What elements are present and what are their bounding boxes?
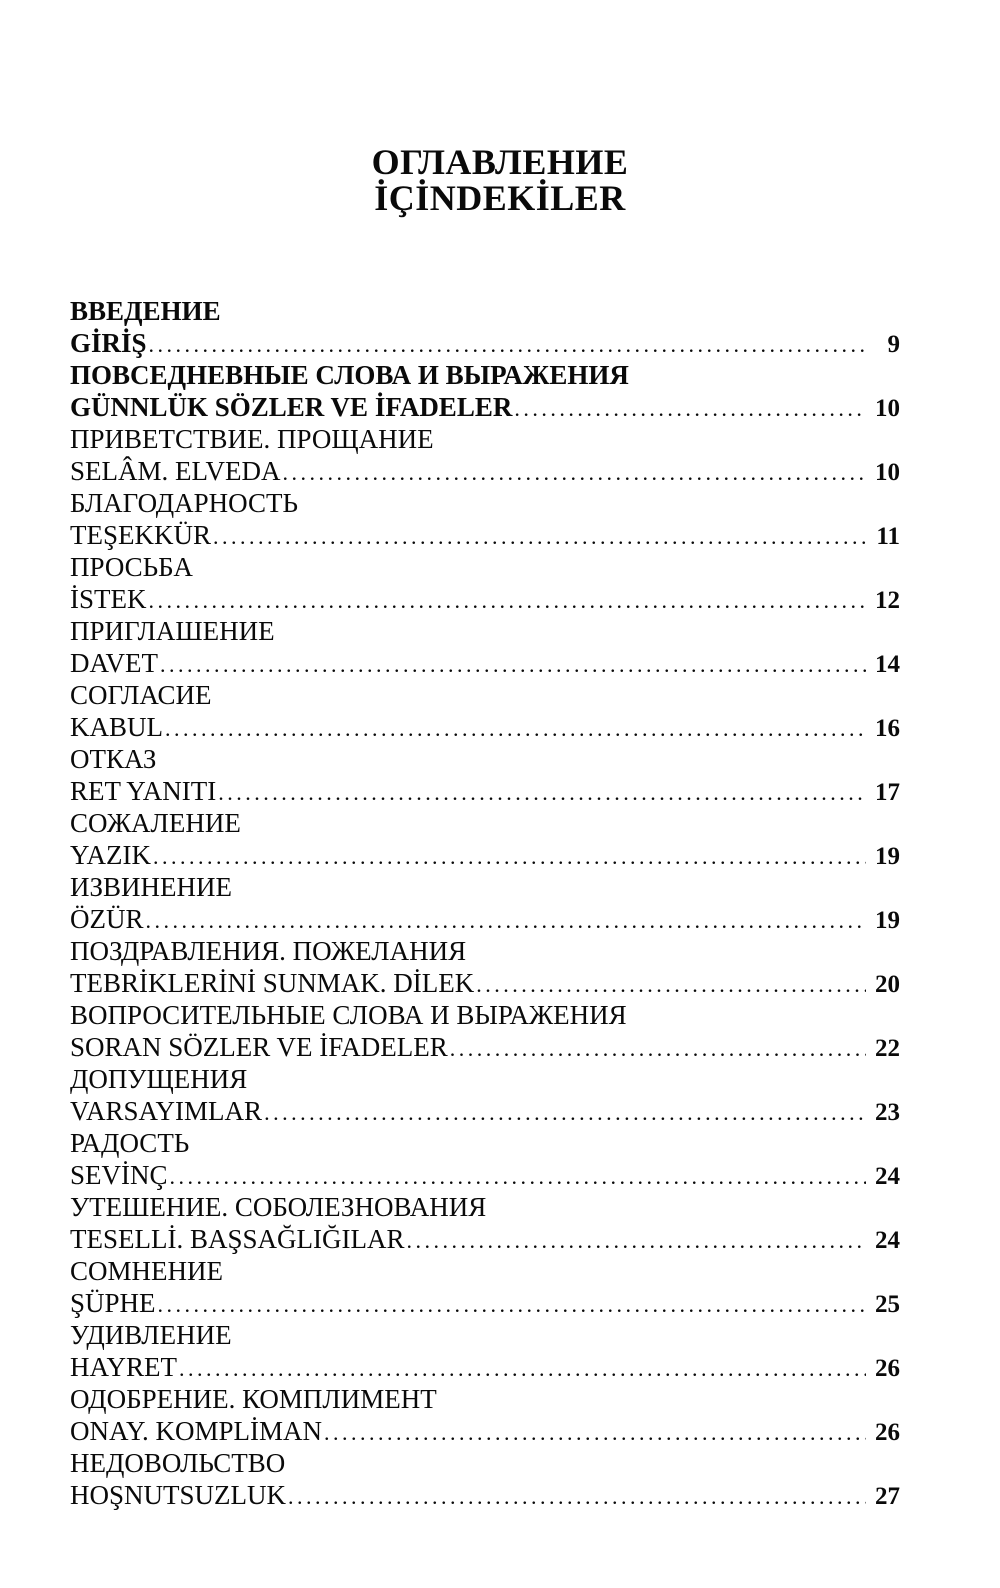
toc-entry-turkish: TEBRİKLERİNİ SUNMAK. DİLEK bbox=[70, 968, 475, 998]
page-number: 16 bbox=[875, 715, 900, 742]
toc-entry-russian: БЛАГОДАРНОСТЬ bbox=[70, 488, 298, 518]
toc-entry-russian: ДОПУЩЕНИЯ bbox=[70, 1064, 248, 1094]
dot-leader bbox=[165, 713, 866, 745]
page-number: 14 bbox=[875, 651, 900, 678]
toc-entry bbox=[70, 1191, 900, 1255]
dot-leader bbox=[264, 1097, 866, 1129]
toc-entry-turkish-line bbox=[70, 903, 900, 935]
toc-entry-russian: СОМНЕНИЕ bbox=[70, 1256, 223, 1286]
toc-entry-turkish-line bbox=[70, 1479, 900, 1511]
toc-entry-turkish: GÜNNLÜK SÖZLER VE İFADELER bbox=[70, 392, 513, 422]
toc-entry-russian: ПРОСЬБА bbox=[70, 552, 193, 582]
toc-entry-russian: ВОПРОСИТЕЛЬНЫЕ СЛОВА И ВЫРАЖЕНИЯ bbox=[70, 1000, 627, 1030]
toc-entry-turkish-line bbox=[70, 1159, 900, 1191]
toc-entry-turkish: ÖZÜR bbox=[70, 904, 144, 934]
toc-entry-turkish-line bbox=[70, 1415, 900, 1447]
dot-leader bbox=[324, 1417, 866, 1449]
toc-entry-russian: ПРИГЛАШЕНИЕ bbox=[70, 616, 275, 646]
dot-leader bbox=[179, 1353, 866, 1385]
dot-leader bbox=[149, 329, 866, 361]
toc-entry-turkish-line bbox=[70, 391, 900, 423]
toc-entry-turkish: TESELLİ. BAŞSAĞLIĞILAR bbox=[70, 1224, 405, 1254]
table-of-contents bbox=[70, 295, 900, 1511]
toc-entry-turkish: SEVİNÇ bbox=[70, 1160, 168, 1190]
toc-entry-turkish-line bbox=[70, 1031, 900, 1063]
toc-entry-turkish-line bbox=[70, 1351, 900, 1383]
dot-leader bbox=[146, 905, 867, 937]
dot-leader bbox=[153, 841, 866, 873]
dot-leader bbox=[514, 393, 866, 425]
toc-entry-russian: РАДОСТЬ bbox=[70, 1128, 190, 1158]
toc-entry-russian: ОДОБРЕНИЕ. КОМПЛИМЕНТ bbox=[70, 1384, 437, 1414]
dot-leader bbox=[450, 1033, 866, 1065]
toc-entry bbox=[70, 1447, 900, 1511]
page-title-turkish: İÇİNDEKİLER bbox=[374, 178, 626, 218]
toc-entry-turkish: HOŞNUTSUZLUK bbox=[70, 1480, 286, 1510]
toc-entry-turkish: ŞÜPHE bbox=[70, 1288, 156, 1318]
toc-entry-turkish-line bbox=[70, 711, 900, 743]
toc-entry-turkish: İSTEK bbox=[70, 584, 147, 614]
toc-entry-turkish: ONAY. KOMPLİMAN bbox=[70, 1416, 323, 1446]
toc-entry-turkish: HAYRET bbox=[70, 1352, 178, 1382]
toc-entry bbox=[70, 295, 900, 359]
page-number: 19 bbox=[875, 843, 900, 870]
toc-entry-turkish: DAVET bbox=[70, 648, 159, 678]
toc-entry-russian: ПРИВЕТСТВИЕ. ПРОЩАНИЕ bbox=[70, 424, 434, 454]
toc-entry bbox=[70, 679, 900, 743]
toc-entry-turkish: SELÂM. ELVEDA bbox=[70, 456, 281, 486]
dot-leader bbox=[158, 1289, 866, 1321]
dot-leader bbox=[406, 1225, 866, 1257]
toc-entry-turkish-line bbox=[70, 647, 900, 679]
page-number: 10 bbox=[875, 395, 900, 422]
dot-leader bbox=[160, 649, 866, 681]
toc-entry-turkish-line bbox=[70, 1287, 900, 1319]
toc-entry-turkish-line bbox=[70, 967, 900, 999]
toc-entry-russian: УТЕШЕНИЕ. СОБОЛЕЗНОВАНИЯ bbox=[70, 1192, 487, 1222]
page-number: 10 bbox=[875, 459, 900, 486]
toc-entry-turkish: TEŞEKKÜR bbox=[70, 520, 211, 550]
dot-leader bbox=[149, 585, 867, 617]
dot-leader bbox=[218, 777, 866, 809]
page-number: 27 bbox=[875, 1483, 900, 1510]
toc-entry-turkish-line bbox=[70, 1095, 900, 1127]
toc-entry bbox=[70, 871, 900, 935]
dot-leader bbox=[476, 969, 866, 1001]
page-number: 25 bbox=[875, 1291, 900, 1318]
toc-entry bbox=[70, 487, 900, 551]
toc-entry-russian: НЕДОВОЛЬСТВО bbox=[70, 1448, 286, 1478]
page-number: 19 bbox=[875, 907, 900, 934]
toc-entry-russian: ИЗВИНЕНИЕ bbox=[70, 872, 233, 902]
toc-entry-turkish-line bbox=[70, 839, 900, 871]
toc-entry-russian: ПОЗДРАВЛЕНИЯ. ПОЖЕЛАНИЯ bbox=[70, 936, 467, 966]
toc-entry bbox=[70, 1319, 900, 1383]
toc-entry-russian: УДИВЛЕНИЕ bbox=[70, 1320, 232, 1350]
toc-entry bbox=[70, 1383, 900, 1447]
toc-entry bbox=[70, 807, 900, 871]
page-number: 26 bbox=[875, 1419, 900, 1446]
toc-entry bbox=[70, 615, 900, 679]
dot-leader bbox=[283, 457, 866, 489]
toc-entry-turkish-line bbox=[70, 327, 900, 359]
toc-entry bbox=[70, 359, 900, 423]
toc-entry-turkish-line bbox=[70, 1223, 900, 1255]
toc-entry bbox=[70, 423, 900, 487]
toc-entry-russian: ОТКАЗ bbox=[70, 744, 157, 774]
dot-leader bbox=[288, 1481, 866, 1513]
dot-leader bbox=[213, 521, 866, 553]
toc-entry bbox=[70, 551, 900, 615]
toc-entry bbox=[70, 1255, 900, 1319]
page-number: 12 bbox=[875, 587, 900, 614]
page-number: 24 bbox=[875, 1163, 900, 1190]
page-number: 11 bbox=[876, 523, 900, 550]
toc-entry-turkish: GİRİŞ bbox=[70, 328, 147, 358]
toc-entry-turkish-line bbox=[70, 455, 900, 487]
page-number: 22 bbox=[875, 1035, 900, 1062]
toc-entry bbox=[70, 743, 900, 807]
toc-entry bbox=[70, 999, 900, 1063]
toc-entry-turkish: RET YANITI bbox=[70, 776, 217, 806]
toc-entry bbox=[70, 1127, 900, 1191]
page-number: 24 bbox=[875, 1227, 900, 1254]
dot-leader bbox=[170, 1161, 866, 1193]
page-number: 23 bbox=[875, 1099, 900, 1126]
toc-entry-turkish-line bbox=[70, 583, 900, 615]
toc-entry-russian: СОЖАЛЕНИЕ bbox=[70, 808, 241, 838]
toc-entry-turkish-line bbox=[70, 775, 900, 807]
toc-entry-russian: СОГЛАСИЕ bbox=[70, 680, 212, 710]
toc-entry-turkish: VARSAYIMLAR bbox=[70, 1096, 263, 1126]
toc-entry-turkish-line bbox=[70, 519, 900, 551]
toc-entry bbox=[70, 935, 900, 999]
toc-entry bbox=[70, 1063, 900, 1127]
toc-entry-turkish: YAZIK bbox=[70, 840, 151, 870]
page-title-russian: ОГЛАВЛЕНИЕ bbox=[371, 142, 629, 182]
toc-entry-turkish: KABUL bbox=[70, 712, 163, 742]
page-number: 20 bbox=[875, 971, 900, 998]
toc-entry-turkish: SORAN SÖZLER VE İFADELER bbox=[70, 1032, 448, 1062]
page-number: 26 bbox=[875, 1355, 900, 1382]
toc-entry-russian: ВВЕДЕНИЕ bbox=[70, 296, 221, 326]
page-number: 9 bbox=[887, 331, 900, 358]
page-number: 17 bbox=[875, 779, 900, 806]
toc-entry-russian: ПОВСЕДНЕВНЫЕ СЛОВА И ВЫРАЖЕНИЯ bbox=[70, 360, 629, 390]
